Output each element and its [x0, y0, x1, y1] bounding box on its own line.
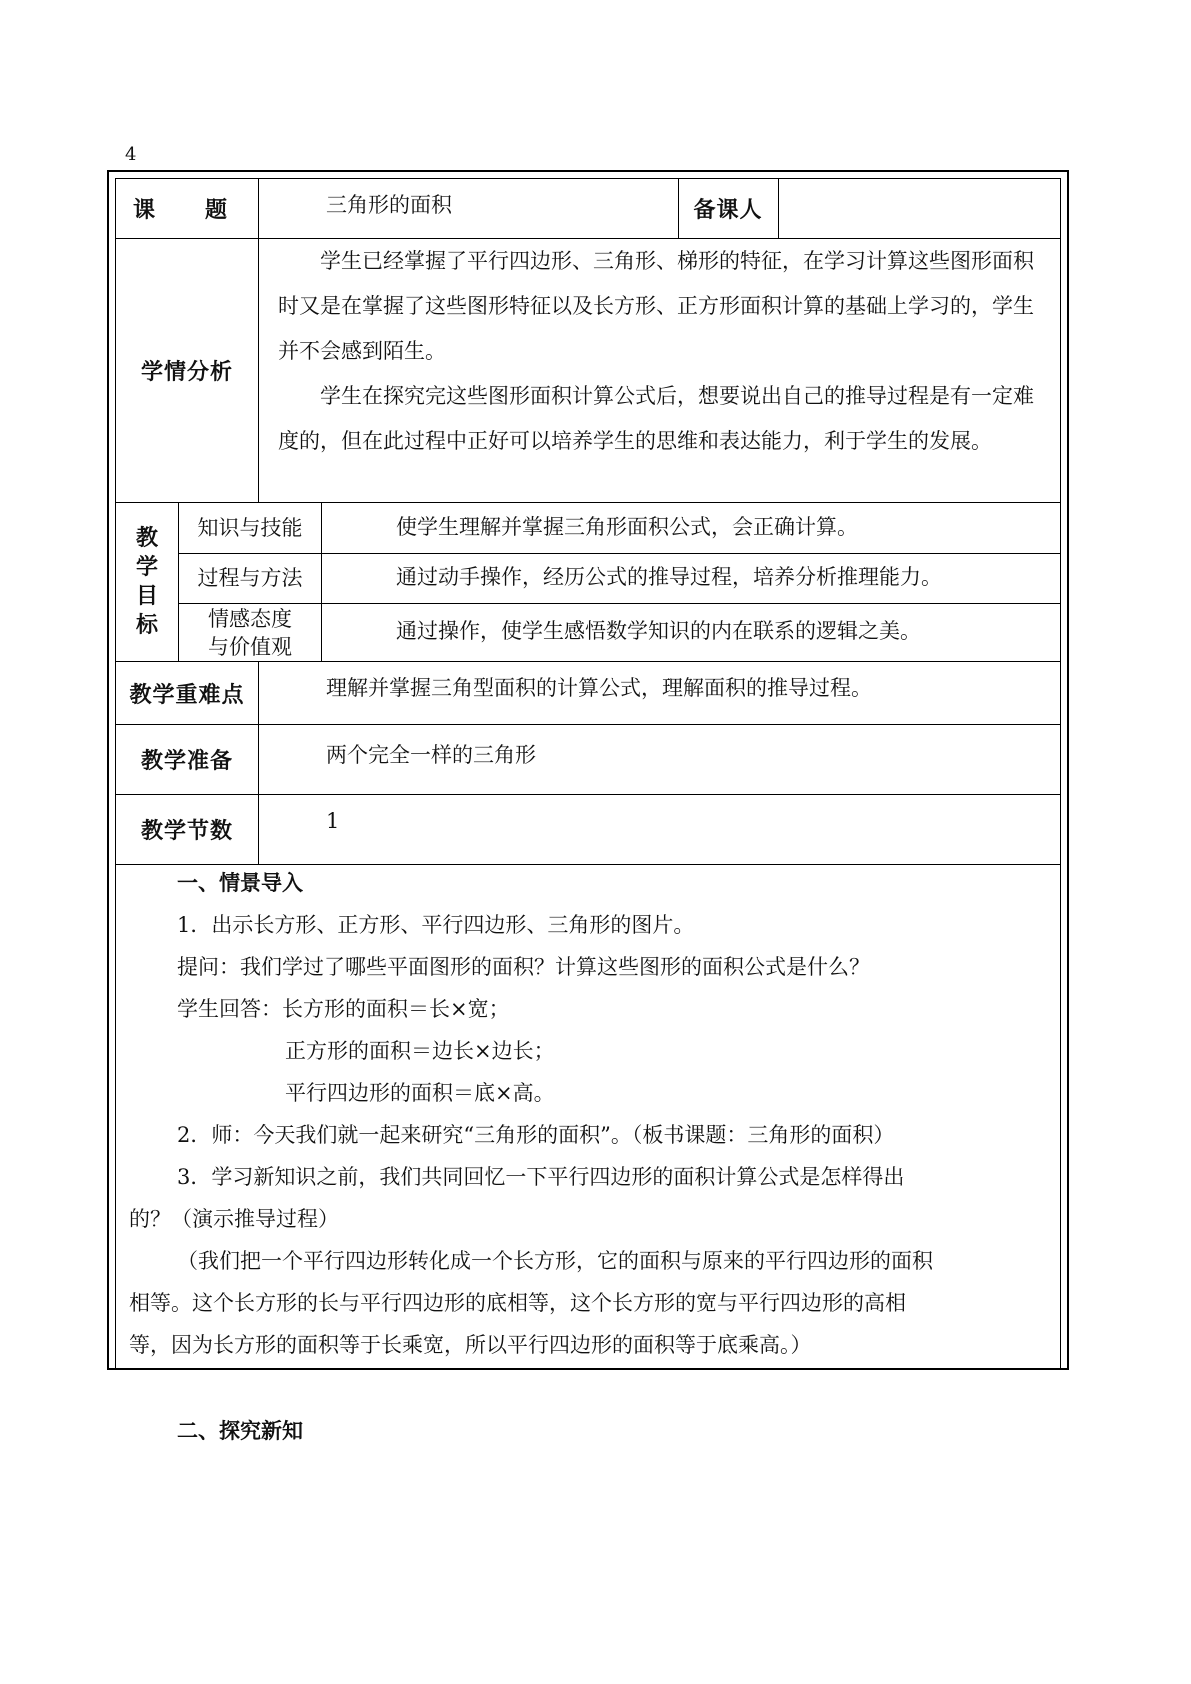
lesson-plan-table	[107, 170, 1069, 1443]
analysis-label: 学情分析	[140, 359, 233, 385]
key-points-text: 理解并掌握三角型面积的计算公式，理解面积的推导过程。	[326, 676, 872, 700]
goals-row	[116, 503, 1060, 662]
goals-label	[116, 503, 178, 661]
content-line: 等，因为长方形的面积等于长乘宽，所以平行四边形的面积等于底乘高。）	[129, 1333, 812, 1357]
goals-label-char: 学	[135, 554, 158, 580]
content-line: 3．学习新知识之前，我们共同回忆一下平行四边形的面积计算公式是怎样得出	[177, 1165, 905, 1189]
lessons-label: 教学节数	[140, 818, 233, 844]
header-row	[116, 179, 1060, 239]
content-line: 2．师：今天我们就一起来研究“三角形的面积”。（板书课题：三角形的面积）	[177, 1123, 895, 1147]
goal-text-knowledge: 使学生理解并掌握三角形面积公式，会正确计算。	[396, 515, 858, 539]
topic-value: 三角形的面积	[326, 193, 452, 217]
goals-label-char: 教	[135, 525, 158, 551]
content-line: 提问：我们学过了哪些平面图形的面积？计算这些图形的面积公式是什么？	[177, 955, 870, 979]
goal-label-knowledge: 知识与技能	[197, 516, 303, 540]
content-line: 相等。这个长方形的长与平行四边形的底相等，这个长方形的宽与平行四边形的高相	[129, 1291, 906, 1315]
content-line: 正方形的面积＝边长×边长；	[285, 1039, 555, 1063]
goals-label-char: 目	[135, 583, 158, 609]
goals-label-char: 标	[135, 612, 158, 638]
key-points-row	[116, 662, 1060, 725]
goal-label-process: 过程与方法	[197, 566, 303, 590]
key-points-label: 教学重难点	[129, 681, 245, 708]
analysis-paragraph: 学生已经掌握了平行四边形、三角形、梯形的特征，在学习计算这些图形面积时又是在掌握了这些图形特征以及长方形、正方形面积计算的基础上学习的，学生并不会感到陌生。	[278, 249, 1034, 363]
preparation-row	[116, 725, 1060, 795]
section-heading: 二、探究新知	[177, 1418, 303, 1443]
content-line: 1．出示长方形、正方形、平行四边形、三角形的图片。	[177, 913, 695, 937]
page-number: 4	[125, 144, 137, 165]
preparation-text: 两个完全一样的三角形	[326, 743, 536, 767]
content-line: 平行四边形的面积＝底×高。	[285, 1081, 555, 1105]
goal-text-attitude: 通过操作，使学生感悟数学知识的内在联系的逻辑之美。	[396, 619, 921, 643]
preparer-label: 备课人	[693, 197, 763, 223]
section-heading: 一、情景导入	[177, 870, 303, 895]
analysis-text	[278, 239, 1052, 464]
content-line: （我们把一个平行四边形转化成一个长方形，它的面积与原来的平行四边形的面积	[177, 1249, 933, 1273]
goal-label-attitude: 情感态度与价值观	[208, 606, 292, 659]
lessons-row	[116, 795, 1060, 865]
topic-label: 课 题	[132, 197, 241, 223]
content-line: 的？（演示推导过程）	[129, 1207, 339, 1231]
preparation-label: 教学准备	[140, 748, 233, 774]
analysis-paragraph: 学生在探究完这些图形面积计算公式后，想要说出自己的推导过程是有一定难度的，但在此过程中正好可以培养学生的思维和表达能力，利于学生的发展。	[278, 384, 1034, 453]
goal-text-process: 通过动手操作，经历公式的推导过程，培养分析推理能力。	[396, 565, 942, 589]
lessons-text: 1	[326, 809, 340, 833]
content-line: 学生回答：长方形的面积＝长×宽；	[177, 997, 510, 1021]
analysis-row	[116, 239, 1060, 503]
